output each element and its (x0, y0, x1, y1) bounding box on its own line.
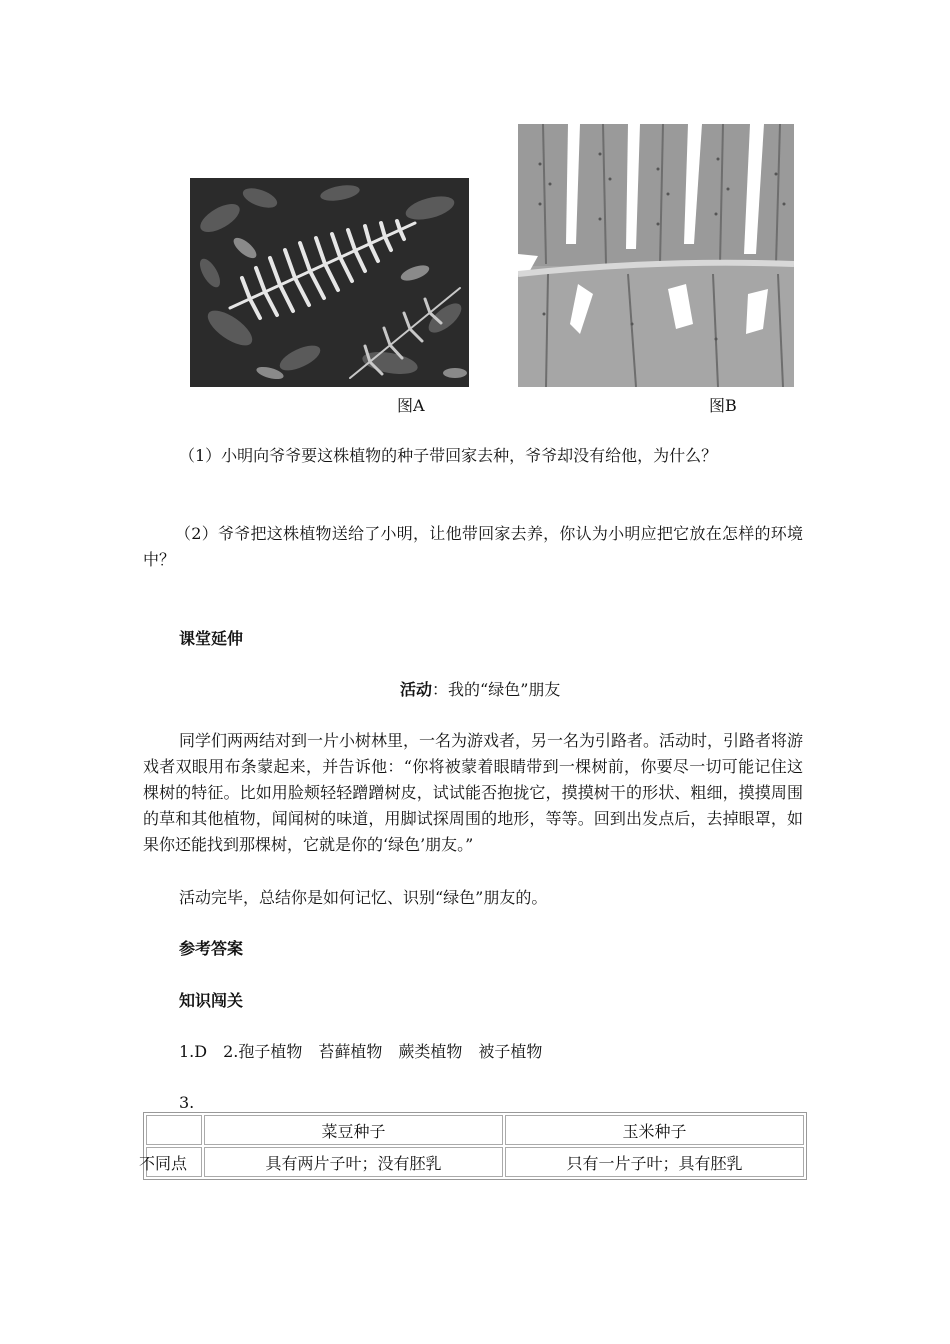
question-2 (143, 521, 803, 573)
activity-title (400, 677, 560, 703)
table-row-label: 不同点 (146, 1147, 202, 1177)
activity-summary: 活动完毕，总结你是如何记忆、识别“绿色”朋友的。 (179, 888, 548, 907)
figure-b-image (518, 124, 794, 387)
answers-line-1: 1.D 2.孢子植物 苔藓植物 蕨类植物 被子植物 (179, 1042, 543, 1061)
figure-a-caption: 图A (397, 396, 425, 415)
activity-paragraph: 同学们两两结对到一片小树林里，一名为游戏者，另一名为引路者。活动时，引路者将游戏者双眼用布条蒙起来，并告诉他：“你将被蒙着眼睛带到一棵树前，你要尽一切可能记住这棵树的特征。比如用脸颊轻轻蹭蹭树皮，试试能否抱拢它，摸摸树干的形状、粗细，摸摸周围的草和其他植物，闻闻树的味道，用脚试探周围的地形，等等。回到出发点后，去掉眼罩，如果你还能找到那棵树，它就是你的‘绿色’朋友。” (143, 731, 804, 854)
answers-item-3: 3. (179, 1093, 195, 1112)
figure-b-caption: 图B (709, 396, 737, 415)
question-1: （1）小明向爷爷要这株植物的种子带回家去种，爷爷却没有给他，为什么？ (179, 446, 718, 465)
extension-heading: 课堂延伸 (179, 629, 244, 648)
answers-subheading: 知识闯关 (179, 991, 244, 1010)
answers-heading: 参考答案 (179, 939, 244, 958)
table-header-row (146, 1115, 804, 1145)
question-2-text: （2）爷爷把这株植物送给了小明，让他带回家去养，你认为小明应把它放在怎样的环境中？ (143, 524, 803, 569)
activity-label: 活动 (400, 680, 433, 699)
table-header-corn: 玉米种子 (505, 1115, 804, 1145)
table-cell-corn: 只有一片子叶；具有胚乳 (505, 1147, 804, 1177)
table-header-empty (146, 1115, 202, 1145)
table-cell-bean: 具有两片子叶；没有胚乳 (204, 1147, 503, 1177)
table-row (146, 1147, 804, 1177)
comparison-table (138, 1112, 807, 1180)
figure-a-image (190, 178, 469, 387)
activity-title-text: ：我的“绿色”朋友 (432, 680, 561, 699)
table-header-bean: 菜豆种子 (204, 1115, 503, 1145)
